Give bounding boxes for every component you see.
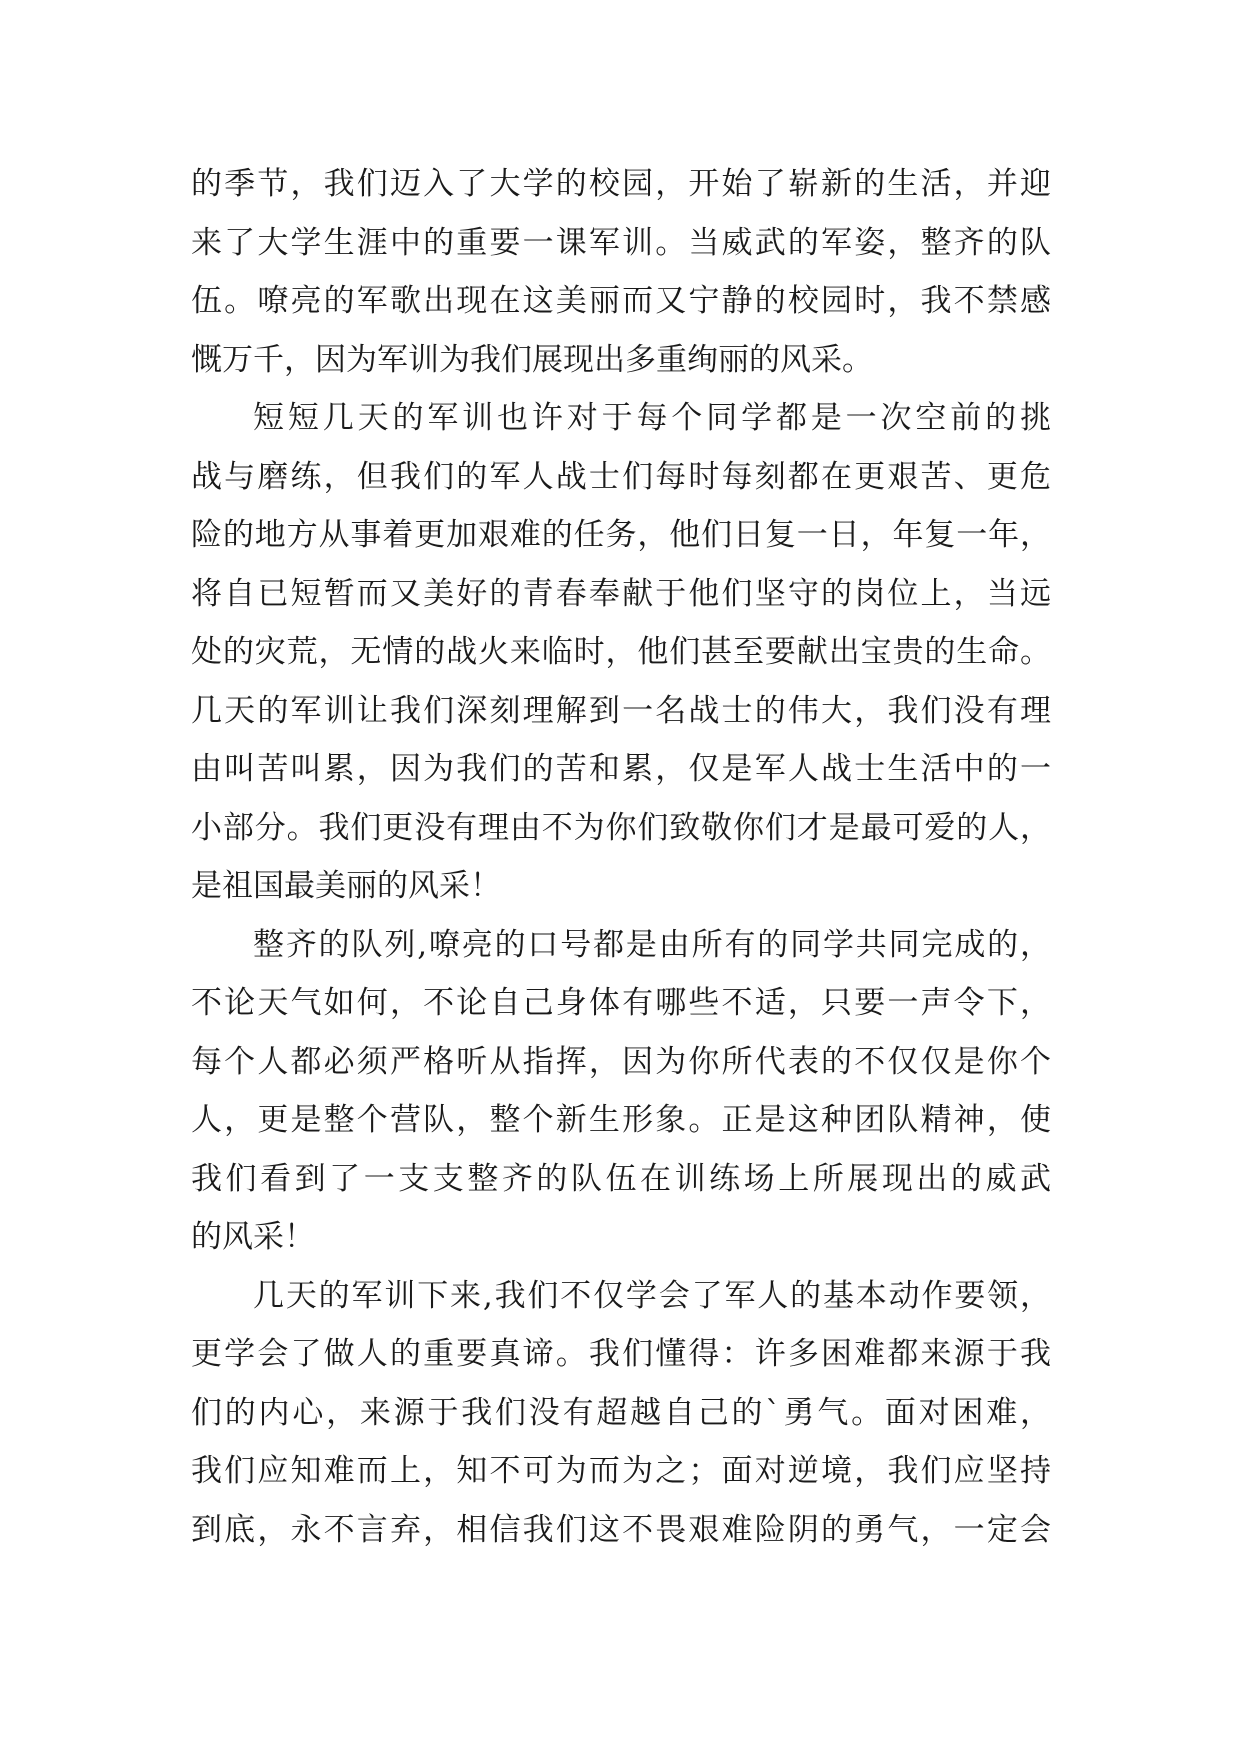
text-line: 短短几天的军训也许对于每个同学都是一次空前的挑 xyxy=(253,400,1051,436)
text-line: 我们应知难而上，知不可为而为之；面对逆境，我们应坚持 xyxy=(191,1453,1051,1489)
text-line: 险的地方从事着更加艰难的任务，他们日复一日，年复一年， xyxy=(191,517,1051,553)
paragraph-1 xyxy=(191,155,1051,389)
text-line: 每个人都必须严格听从指挥，因为你所代表的不仅仅是你个 xyxy=(191,1043,1051,1080)
text-line: 我们看到了一支支整齐的队伍在训练场上所展现出的威武 xyxy=(191,1160,1051,1197)
text-line: 小部分。我们更没有理由不为你们致敬你们才是最可爱的人， xyxy=(191,809,1051,846)
text-line: 将自已短暂而又美好的青春奉献于他们坚守的岗位上，当远 xyxy=(191,575,1051,612)
text-line: 们的内心，来源于我们没有超越自己的`勇气。面对困难， xyxy=(191,1394,1051,1431)
text-line: 几天的军训让我们深刻理解到一名战士的伟大，我们没有理 xyxy=(191,692,1051,729)
document-body xyxy=(191,155,1051,1559)
text-line: 到底，永不言弃，相信我们这不畏艰难险阴的勇气，一定会 xyxy=(191,1511,1051,1548)
text-line: 人，更是整个营队，整个新生形象。正是这种团队精神，使 xyxy=(191,1102,1051,1138)
text-line: 伍。嘹亮的军歌出现在这美丽而又宁静的校园时，我不禁感 xyxy=(191,283,1051,319)
text-line: 几天的军训下来,我们不仅学会了军人的基本动作要领， xyxy=(253,1277,1051,1314)
paragraph-3 xyxy=(191,916,1051,1267)
text-line: 由叫苦叫累，因为我们的苦和累，仅是军人战士生活中的一 xyxy=(191,751,1051,787)
text-line: 战与磨练，但我们的军人战士们每时每刻都在更艰苦、更危 xyxy=(191,458,1051,495)
text-line: 处的灾荒，无情的战火来临时，他们甚至要献出宝贵的生命。 xyxy=(191,634,1051,670)
text-line: 来了大学生涯中的重要一课军训。当威武的军姿，整齐的队 xyxy=(191,224,1051,261)
paragraph-4 xyxy=(191,1267,1051,1560)
text-line: 的季节，我们迈入了大学的校园，开始了崭新的生活，并迎 xyxy=(191,166,1051,202)
text-line: 更学会了做人的重要真谛。我们懂得：许多困难都来源于我 xyxy=(191,1336,1051,1372)
text-line: 整齐的队列,嘹亮的口号都是由所有的同学共同完成的， xyxy=(253,926,1051,963)
text-line: 慨万千，因为军训为我们展现出多重绚丽的风采。 xyxy=(191,341,873,378)
paragraph-2 xyxy=(191,389,1051,916)
text-line: 的风采！ xyxy=(191,1219,315,1255)
text-line: 不论天气如何，不论自己身体有哪些不适，只要一声令下， xyxy=(191,985,1051,1021)
text-line: 是祖国最美丽的风采！ xyxy=(191,868,501,904)
